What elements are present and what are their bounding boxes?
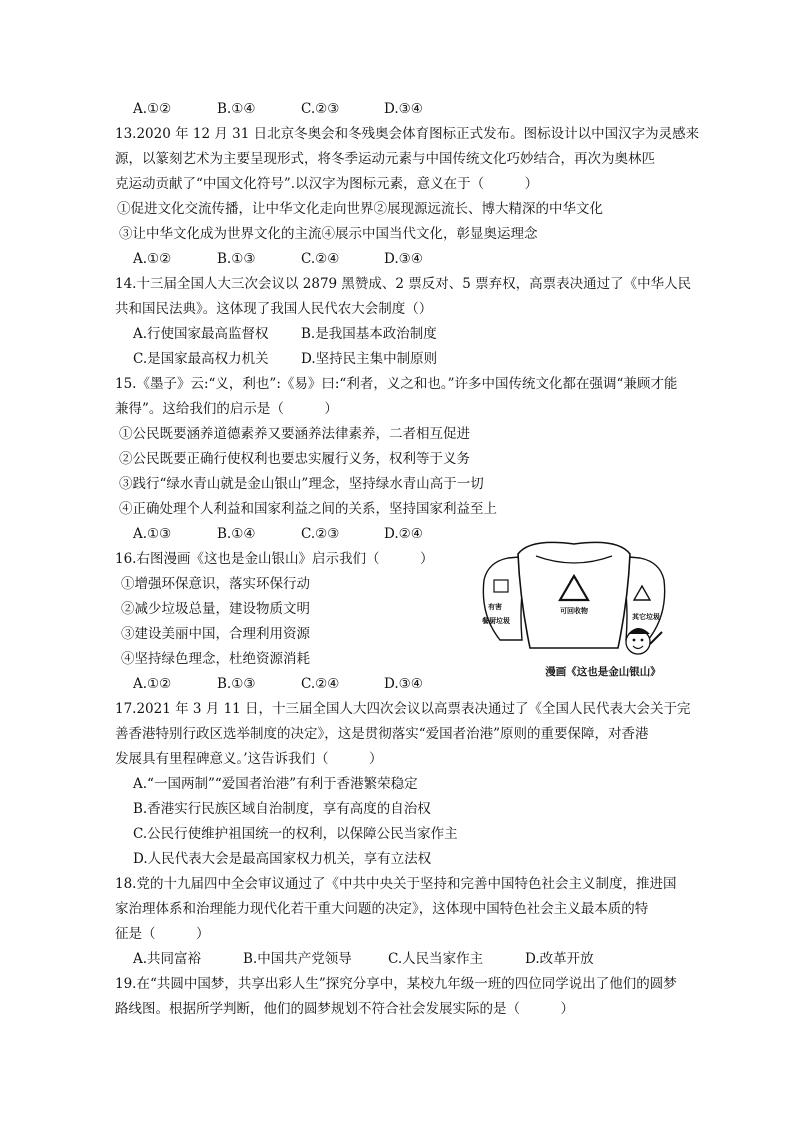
q15-statement-4: ④正确处理个人利益和国家利益之间的关系，坚持国家利益至上 (119, 501, 497, 517)
q13-stem-line-2: 源，以篆刻艺术为主要呈现形式，将冬季运动元素与中国传统文化巧妙结合，再次为奥林匹 (115, 151, 655, 167)
q16-option-b: B.①③ (217, 676, 256, 692)
q18-option-b: B.中国共产党领导 (243, 951, 352, 967)
q12-option-c: C.②③ (301, 101, 340, 117)
cartoon-caption: 漫画《这也是金山银山》 (545, 666, 661, 678)
cartoon-middle-bin-label: 可回收物 (560, 606, 588, 615)
q17-stem-line-1: 17.2021 年 3 月 11 日，十三届全国人大四次会议以高票表决通过了《全国人民代表大会关于完 (115, 701, 691, 717)
q17-option-a: A.“一国两制”“爱国者治港”有利于香港繁荣稳定 (133, 776, 418, 792)
q18-option-a: A.共同富裕 (133, 951, 202, 967)
q15-option-b: B.①④ (217, 526, 256, 542)
cartoon-left-small-text: 有害 (488, 602, 502, 611)
q16-option-a: A.①② (133, 676, 172, 692)
q17-stem-line-3: 发展具有里程碑意义。’这告诉我们（ ） (115, 751, 383, 767)
q15-option-a: A.①③ (133, 526, 172, 542)
q16-statement-1: ①增强环保意识，落实环保行动 (121, 576, 310, 592)
q18-stem-line-3: 征是（ ） (115, 926, 210, 942)
q16-statement-4: ④坚持绿色理念，杜绝资源消耗 (121, 651, 310, 667)
q12-option-b: B.①④ (217, 101, 256, 117)
q17-option-d: D.人民代表大会是最高国家权力机关，享有立法权 (133, 851, 432, 867)
q18-stem-line-2: 家治理体系和治理能力现代化若干重大问题的决定》，这体现中国特色社会主义最本质的特 (115, 901, 649, 917)
q16-statement-3: ③建设美丽中国，合理利用资源 (121, 626, 310, 642)
q14-option-b: B.是我国基本政治制度 (301, 326, 437, 342)
q13-stem-line-3: 克运动贡献了“中国文化符号”.以汉字为图标元素，意义在于（ ） (115, 176, 539, 192)
q13-option-c: C.②④ (301, 251, 340, 267)
q12-option-d: D.③④ (384, 101, 423, 117)
q14-option-d: D.坚持民主集中制原则 (301, 351, 438, 367)
q14-stem-line-2: 共和国民法典》。这体现了我国人民代农大会制度（） (115, 301, 433, 317)
q18-stem-line-1: 18.党的十九届四中全会审议通过了《中共中央关于坚持和完善中国特色社会主义制度，推进国 (115, 876, 677, 892)
q13-option-b: B.①③ (217, 251, 256, 267)
q15-stem-line-1: 15.《墨子》云:“义，利也”:《易》曰:“利者，义之和也。”许多中国传统文化都在强调“兼顾才能 (115, 376, 678, 392)
q12-option-a: A.①② (133, 101, 172, 117)
q14-option-c: C.是国家最高权力机关 (133, 351, 269, 367)
q19-stem-line-2: 路线图。根据所学判断，他们的圆梦规划不符合社会发展实际的是（ ） (115, 1001, 574, 1017)
q16-option-d: D.③④ (384, 676, 423, 692)
q15-option-c: C.②③ (301, 526, 340, 542)
q13-statement-1: ①促进文化交流传播，让中华文化走向世界②展现源远流长、博大精深的中华文化 (117, 201, 603, 217)
cartoon-drawing (478, 540, 672, 664)
q16-option-c: C.②④ (301, 676, 340, 692)
q14-stem-line-1: 14.十三届全国人大三次会议以 2879 黑赞成、2 票反对、5 票弃权，高票表决通过了《中华人民 (115, 276, 692, 292)
q13-option-d: D.③④ (384, 251, 423, 267)
cartoon-left-bin-label: 餐厨垃圾 (482, 616, 510, 625)
q17-option-c: C.公民行使维护祖国统一的权利，以保障公民当家作主 (133, 826, 458, 842)
q18-option-d: D.改革开放 (525, 951, 594, 967)
q18-option-c: C.人民当家作主 (388, 951, 484, 967)
q16-statement-2: ②减少垃圾总量，建设物质文明 (121, 601, 310, 617)
q17-stem-line-2: 善香港特别行政区选举制度的决定》，这是贯彻落实“爱国者治港”原则的重要保障，对香港 (115, 726, 649, 742)
q15-statement-3: ③践行“绿水青山就是金山银山”理念，坚持绿水青山高于一切 (119, 476, 484, 492)
q15-statement-2: ②公民既要正确行使权利也要忠实履行义务，权利等于义务 (119, 451, 470, 467)
q14-option-a: A.行使国家最高监督权 (133, 326, 269, 342)
q19-stem-line-1: 19.在“共圆中国梦，共享出彩人生”探究分享中，某校九年级一班的四位同学说出了他们的圆梦 (115, 976, 677, 992)
q17-option-b: B.香港实行民族区域自治制度，享有高度的自治权 (133, 801, 431, 817)
q13-statement-2: ③让中华文化成为世界文化的主流④展示中国当代文化，彰显奥运理念 (119, 226, 538, 242)
q16-stem: 16.右图漫画《这也是金山银山》启示我们（ ） (115, 551, 434, 567)
q15-option-d: D.②④ (384, 526, 423, 542)
q15-stem-line-2: 兼得”。这给我们的启示是（ ） (115, 401, 338, 417)
cartoon-right-bin-label: 其它垃圾 (632, 612, 660, 621)
q15-statement-1: ①公民既要涵养道德素养又要涵养法律素养，二者相互促进 (119, 426, 470, 442)
q16-cartoon (478, 540, 672, 688)
q13-stem-line-1: 13.2020 年 12 月 31 日北京冬奥会和冬残奥会体育图标正式发布。图标设计以中国汉字为灵感来 (115, 126, 700, 142)
q13-option-a: A.①② (133, 251, 172, 267)
